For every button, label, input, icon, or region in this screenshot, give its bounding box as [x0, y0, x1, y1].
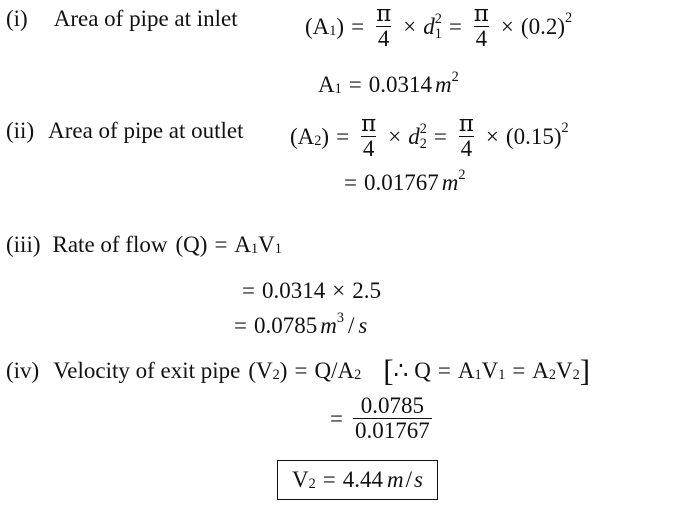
flow-result: = 0.0785 m 3 / s	[234, 309, 368, 338]
step-label: Area of pipe at outlet	[48, 118, 244, 143]
final-answer-box: V 2 = 4.44 m / s	[277, 460, 438, 500]
inlet-velocity-value: 2.5	[352, 278, 381, 303]
step-number: (ii)	[6, 118, 35, 143]
flow-over-area: $\frac{0.0785}{0.01767}$	[354, 393, 430, 444]
outlet-area-result: = 0.01767 m 2	[344, 166, 466, 195]
flow-substitution: = 0.0314 × 2.5	[242, 278, 381, 303]
step-iv-row: (iv) Velocity of exit pipe ( V 2 ) = Q / A 2 [ ∴ Q = A 1 V 1 = A 2 V 2 ]	[6, 352, 591, 388]
step-label: Area of pipe at inlet	[53, 6, 238, 31]
step-number: (iii)	[6, 232, 41, 257]
pi-over-four: $\frac{\pi}{4}$	[361, 111, 377, 162]
inlet-area-result: A 1 = 0.0314 m 2	[318, 68, 459, 98]
step-i-equation: ( A 1 ) = $\frac{\pi}{4}$ × d 2 1 = $\frac{\pi}{4}$ × ( 0.2 ) 2	[305, 1, 573, 52]
pi-over-four: $\frac{\pi}{4}$	[458, 111, 474, 162]
pi-over-four: $\frac{\pi}{4}$	[473, 1, 489, 52]
velocity-fraction: = $\frac{0.0785}{0.01767}$	[330, 393, 430, 444]
step-iii-row: (iii) Rate of flow ( Q ) = A 1 V 1	[6, 232, 282, 258]
inlet-diameter: 0.2	[528, 13, 558, 39]
outlet-area-value: 0.01767	[363, 170, 439, 195]
step-ii-equation: ( A 2 ) = $\frac{\pi}{4}$ × d 2 2 = $\frac{\pi}{4}$ × ( 0.15 ) 2	[290, 111, 569, 162]
pi-over-four: $\frac{\pi}{4}$	[376, 1, 392, 52]
step-number: (i)	[6, 6, 28, 31]
step-label: Rate of flow	[52, 232, 168, 257]
step-label: Velocity of exit pipe	[53, 358, 241, 383]
step-ii-label-row	[6, 118, 244, 144]
exit-velocity-value: 4.44	[342, 467, 383, 492]
outlet-diameter: 0.15	[513, 123, 554, 149]
step-i-label-row	[6, 6, 238, 32]
step-number: (iv)	[6, 358, 40, 383]
flow-rate-value: 0.0785	[253, 313, 318, 338]
inlet-area-value: 0.0314	[368, 72, 432, 97]
